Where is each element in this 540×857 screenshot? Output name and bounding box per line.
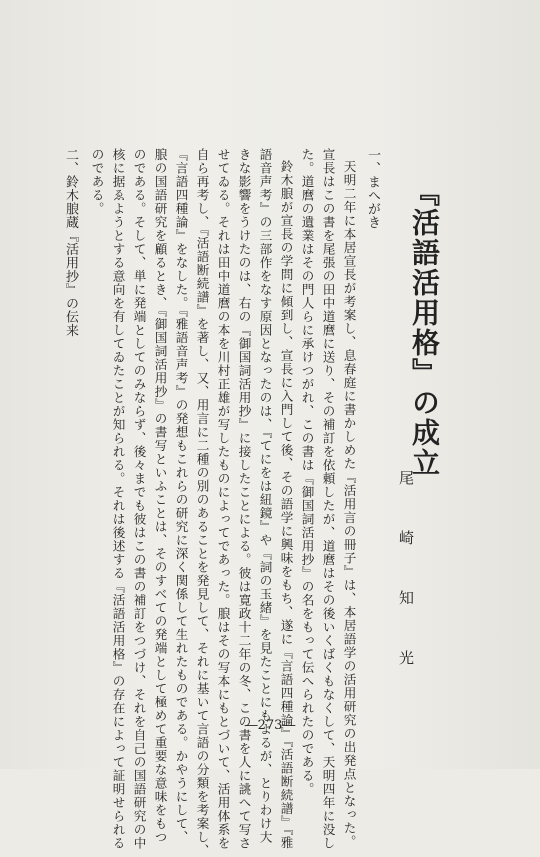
text-line-10: 朖の国語研究を顧るとき、『御国詞活用抄』の書写といふことは、そのすべての発端として極めて重要な意味をもつ (152, 148, 168, 844)
article-title: 『活語活用格』の成立 (408, 178, 441, 478)
text-line-2: 宣長はこの書を尾張の田中道麿に送り、その補訂を依頼したが、道麿はその後いくばくもなくして、天明四年に没し (320, 148, 336, 850)
section-2-heading: 二、鈴木朖蔵『活用抄』の伝来 (63, 148, 78, 337)
text-line-6: きな影響をうけたのは、右の『御国詞活用抄』に接したことによる。彼は寛政十二年の冬、この書を人に誂へて写さ (236, 148, 252, 850)
text-line-4: 鈴木朖が宣長の学問に傾到し、宣長に入門して後、その語学に興味をもち、遂に『言語四種論』『活語断続譜』『雅 (278, 160, 294, 850)
text-line-13: のである。 (89, 148, 105, 216)
text-line-8: 自ら再考し、『活語断続譜』を著し、又、用言に二種の別のあることを発見して、それに基いて言語の分類を考案し、 (194, 148, 210, 857)
text-line-9: 『言語四種論』をなした。『雅語音声考』の発想もこれらの研究に深く関係して生れたものである。かやうにして、 (173, 148, 189, 844)
text-line-12: 核に据ゑようとする意向を有してゐたことが知られる。それは後述する『活語活用格』の存在によって証明せられる (110, 148, 126, 850)
section-1-heading: 一、まへがき (365, 148, 380, 229)
text-line-5: 語音声考』の三部作をなす原因となったのは、『てにをは紐鏡』や『詞の玉緒』を見たことにもよるが、とりわけ大 (257, 148, 273, 844)
author-name: 尾 崎 知 光 (397, 470, 415, 680)
text-line-7: せてゐる。それは田中道麿の本を川村正雄が写したものによってであった。朖はその写本にもとづいて、活用体系を (215, 148, 231, 850)
text-line-3: た。道麿の遺業はその門人らに承けつがれ、この書は『御国詞活用抄』の名をもって伝へられたのである。 (299, 148, 315, 796)
text-line-1: 天明二年に本居宣長が考案し、息春庭に書かしめた『活用言の冊子』は、本居語学の活用研究の出発点となった。 (341, 160, 357, 849)
text-line-11: のである。そして、単に発端としてのみならず、後々までも彼はこの書の補訂をつづけ、それを自己の国語研究の中 (131, 148, 147, 850)
page-number: ―273― (244, 718, 296, 733)
